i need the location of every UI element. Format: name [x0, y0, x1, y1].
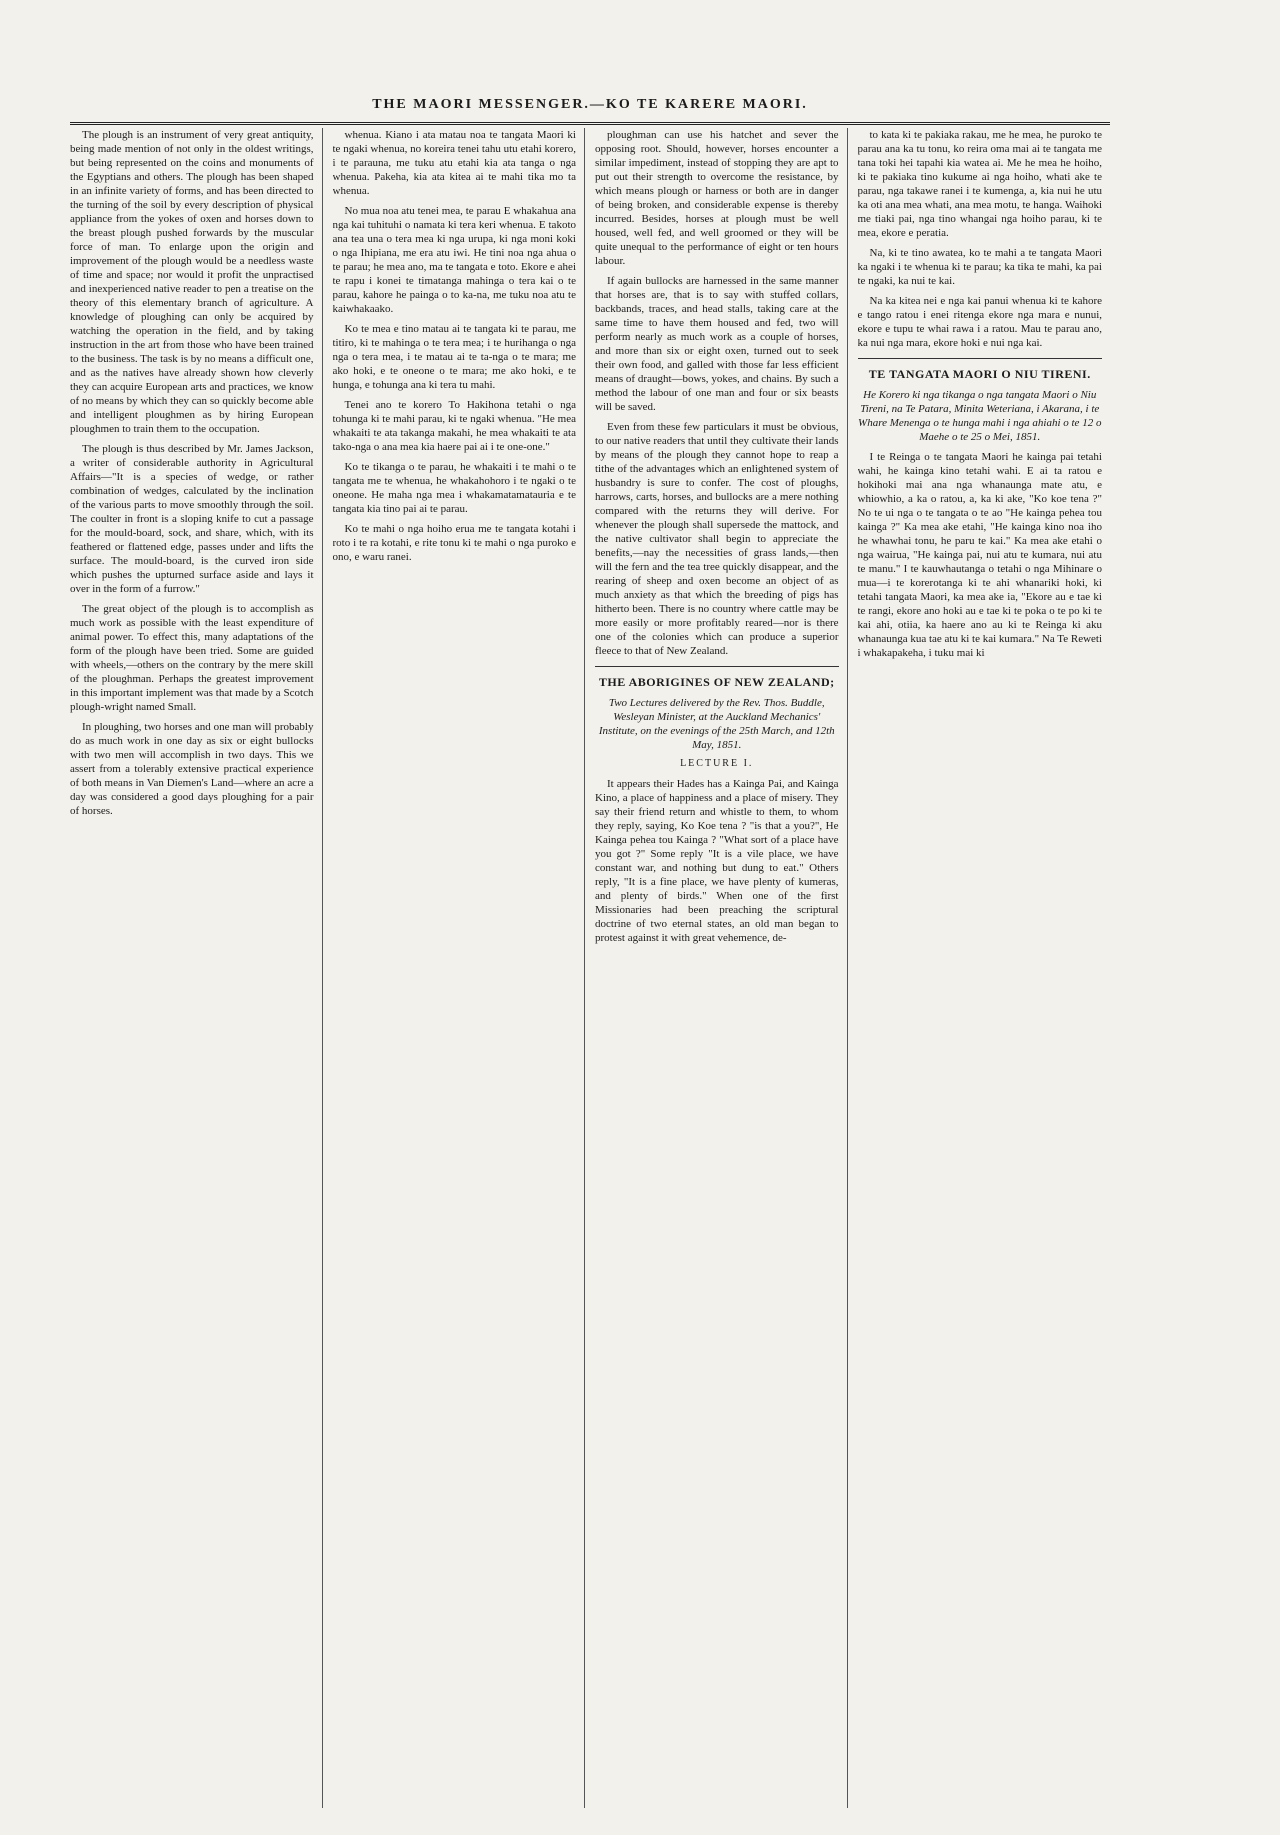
paragraph: Ko te mea e tino matau ai te tangata ki te parau, me titiro, ki te mahinga o te tera mea; i te hurihanga o nga nga o tera mea, i te matau ai te ta-nga o te mara; me ako hoki, e te oneone o te mara; me ako hoki, e te hunga, e tohunga ana ki tera tu mahi. — [332, 323, 576, 391]
lecture-label: LECTURE I. — [680, 758, 754, 769]
columns — [70, 128, 1110, 1808]
masthead-title: THE MAORI MESSENGER.—KO TE KARERE MAORI. — [372, 97, 808, 112]
paragraph: whenua. Kiano i ata matau noa te tangata Maori ki te ngaki whenua, no koreira tenei tahu utu etahi korero, i te parauna, me tuku atu etahi kia ata tanga o nga whenua. Pakeha, kia ata kitea ai te mahi tika mo ta whenua. — [332, 129, 576, 197]
divider — [858, 358, 1103, 359]
paragraph: Ko te tikanga o te parau, he whakaiti i te mahi o te tangata me te whenua, he whakahohoro i te ngaki o te oneone. He maha nga mea i whakamatamatauria e te tangata kia tino pai ai te parau. — [332, 461, 576, 515]
paragraph: Even from these few particulars it must be obvious, to our native readers that until they cultivate their lands by means of the plough they cannot hope to reap a tithe of the advantages which an enlightened system of husbandry is sure to confer. The cost of ploughs, harrows, carts, horses, and bullocks are a mere nothing compared with the returns they will derive. For whenever the plough shall supersede the mattock, and the native cultivator shall begin to appreciate the benefits,—nay the necessities of grass lands,—then will the fern and the tea tree quickly disappear, and the rearing of sheep and oxen become an object of as much anxiety as that which the breeding of pigs has hitherto been. There is no country where cattle may be more easily or more profitably reared—nor is there one of the colonies which can produce a superior fleece to that of New Zealand. — [595, 421, 839, 657]
section-title: THE ABORIGINES OF NEW ZEALAND; — [598, 675, 835, 689]
paragraph: The plough is thus described by Mr. James Jackson, a writer of considerable authority in Agricultural Affairs—"It is a species of wedge, or rather combination of wedges, calculated by the inclination of the various parts to move smoothly through the soil. The coulter in front is a sloping knife to cut a passage for the mould-board, sock, and share, which, with its feathered or flattened edge, passes under and lifts the surface. The mould-board, is the curved iron side which pushes the upturned surface aside and lays it over in the form of a furrow." — [70, 443, 314, 595]
paragraph: The great object of the plough is to accomplish as much work as possible with the least expenditure of animal power. To effect this, many adaptations of the form of the plough have been tried. Some are guided with wheels,—others on the contrary by the mere skill of the ploughman. Perhaps the greatest improvement in this important implement was that made by a Scotch plough-wright named Small. — [70, 603, 314, 713]
divider — [595, 666, 839, 667]
column-2 — [333, 128, 586, 1808]
masthead — [70, 88, 1110, 125]
paragraph: Tenei ano te korero To Hakihona tetahi o nga tohunga ki te mahi parau, ki te ngaki whenua. "He mea whakaiti te ata takanga makahi, he mea whakaiti te ata tako-nga o ana mea kia haere pai ai i te one-one." — [332, 399, 576, 453]
paragraph: No mua noa atu tenei mea, te parau E whakahua ana nga kai tuhituhi o namata ki tera keri whenua. E takoto ana tea una o tera mea ki nga urupa, ki nga moni koki o nga Ihipiana, me era atu iwi. He tini noa nga ahua o te parau; he mea ano, ma te tangata e toto. Ekore e ahei te rapu i konei te timatanga mahinga o tera kai o te parau, kahore he painga o to ka-na, me tuku noa atu te kaiwhakaako. — [332, 205, 576, 315]
column-4 — [858, 128, 1111, 1808]
paragraph: It appears their Hades has a Kainga Pai, and Kainga Kino, a place of happiness and a place of misery. They say their friend return and whistle to them, to whom they reply, saying, Ko Koe tena ? "is that a you?", He Kainga pehea tou Kainga ? "What sort of a place have you got ?" Some reply "It is a vile place, we have constant war, and nothing but dung to eat." Others reply, "It is a fine place, we have plenty of kumeras, and plenty of birds." When one of the first Missionaries had been preaching the scriptural doctrine of two eternal states, an old man began to protest against it with great vehemence, de- — [595, 778, 839, 944]
paragraph: to kata ki te pakiaka rakau, me he mea, he puroko te parau ana ka tu tonu, ko reira oma mai ai te tangata me tana toki hei tapahi kia watea ai. Me he mea he hoiho, ki te pakiaka tino kukume ai nga hoiho, whati ake te parau, nga takawe ranei i te kumenga, a, kia nui he utu ka oti ana mea whati, ana mea motu, te hanga. Waihoki me tiaki pai, nga tino whangai nga hoiho parau, ki te mea, ekore e peratia. — [857, 129, 1102, 239]
column-1 — [70, 128, 323, 1808]
paragraph: Na ka kitea nei e nga kai panui whenua ki te kahore e tango ratou i enei ritenga ekore nga mara e nunui, ekore e tupu te whai rawa i a ratou. Mau te parau ano, ka nui nga mara, ekore hoki e nui nga kai. — [857, 295, 1102, 349]
paragraph: I te Reinga o te tangata Maori he kainga pai tetahi wahi, he kainga kino tetahi wahi. E ai ta ratou e hokihoki mai ana nga whanaunga mate atu, e whiowhio, a ka o ratou, a, ka ki ake, "Ko koe tena ?" No te ui nga o te tangata o te ao "He kainga pehea tou kainga ?" Ka mea ake etahi, "He kainga kino noa iho he whawhai tonu, he paru te kai." Ka mea ake etahi o nga wairua, "He kainga pai, nui atu te kumara, nui atu te manu." I te kauwhautanga o tetahi o nga Mihinare o mua—i te korerotanga ki te ahi whanariki hoki, ki tetahi tangata Maori, ka mea ake ia, "Ekore au e tae ki te rangi, ekore ano hoki au e tae ki te poka o te po ki te kai ahi, otiia, ka haere ano au ki te Reinga ki aku whanaunga kua tae atu ki te kai kumara." Na Te Reweti i whakapakeha, i tuku mai ki — [857, 451, 1103, 659]
paragraph: In ploughing, two horses and one man will probably do as much work in one day as six or eight bullocks with two men will accomplish in two days. This we assert from a tolerably extensive practical experience of both means in Van Diemen's Land—where an acre a day was considered a good days ploughing for a pair of horses. — [70, 721, 314, 817]
section-subtitle: Two Lectures delivered by the Rev. Thos. Buddle, Wesleyan Minister, at the Auckland Mechanics' Institute, on the evenings of the 25th March, and 12th May, 1851. — [598, 697, 835, 751]
paragraph: If again bullocks are harnessed in the same manner that horses are, that is to say with stuffed collars, backbands, traces, and head stalls, taking care at the same time to have them housed and fed, two will perform nearly as much work as a couple of horses, and more than six or eight oxen, turned out to seek their own food, and galled with those far less efficient means of draught—bows, yokes, and chains. By such a method the labour of one man and four or six beasts will be saved. — [595, 275, 839, 413]
paragraph: Na, ki te tino awatea, ko te mahi a te tangata Maori ka ngaki i te whenua ki te parau; ka tika te mahi, ka pai te ngaki, ka nui te kai. — [857, 247, 1102, 287]
section-title: TE TANGATA MAORI O NIU TIRENI. — [868, 367, 1091, 381]
paragraph: The plough is an instrument of very great antiquity, being made mention of not only in the oldest writings, but being represented on the coins and monuments of the Egyptians and others. The plough has been shaped in an infinite variety of forms, and has been directed to the turning of the soil by every description of physical appliance from the yokes of oxen and horses down to the breast plough pushed forwards by the muscular force of man. To enlarge upon the origin and improvement of the plough would be a needless waste of time and space; nor would it profit the unpractised and inexperienced native reader to pen a treatise on the theory of this elementary branch of agriculture. A knowledge of ploughing can only be acquired by watching the operation in the field, and by taking instruction in the art from those who have been trained to the business. The task is by no means a difficult one, and as the natives have already shown how cleverly they can acquire European arts and practices, we know of no means by which they can so quickly become able and intelligent ploughmen as by hiring European ploughmen to train them to the occupation. — [70, 129, 314, 435]
column-3 — [595, 128, 848, 1808]
paragraph: ploughman can use his hatchet and sever the opposing root. Should, however, horses encounter a similar impediment, instead of stopping they are apt to put out their strength to overcome the resistance, by which means plough or harness or both are in danger of being broken, and considerable expense is thereby incurred. Besides, horses at plough must be well housed, well fed, and well groomed or they will be quite unequal to the performance of eight or ten hours labour. — [595, 129, 839, 267]
paragraph: Ko te mahi o nga hoiho erua me te tangata kotahi i roto i te ra kotahi, e rite tonu ki te mahi o nga puroko e ono, e waru ranei. — [332, 523, 576, 563]
section-subtitle: He Korero ki nga tikanga o nga tangata Maori o Niu Tireni, na Te Patara, Minita Weteriana, i Akarana, i te Whare Menenga o te hunga mahi i nga ahiahi o te 12 o Maehe o te 25 o Mei, 1851. — [858, 389, 1102, 443]
